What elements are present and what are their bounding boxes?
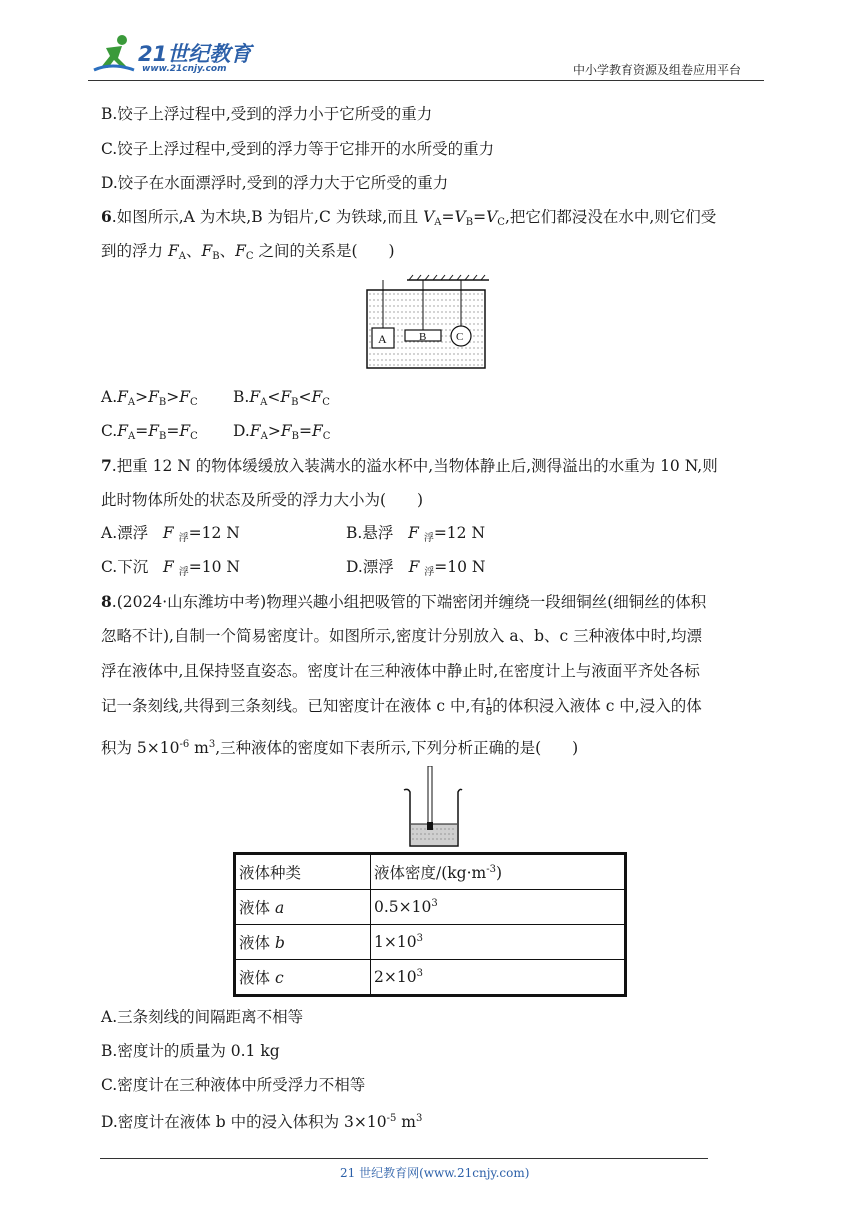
table-header-row (235, 854, 626, 890)
q7-option-c: C.下沉 F $_浮$=10 N (101, 558, 240, 578)
logo-url: www.21cnjy.com (142, 64, 227, 74)
q6-line-1: 6.如图所示,A 为木块,B 为铝片,C 为铁球,而且 $V_A=V_B=V_C$,把它们都浸没在水中,则它们受 (101, 207, 717, 228)
q7-option-b: B.悬浮 F $_浮$=12 N (346, 524, 486, 544)
q6-option-b: $B.F_A<F_B<F_C$ (233, 388, 330, 408)
q8-line-4: 记一条刻线,共得到三条刻线。已知密度计在液体 c 中,有 $\frac{1}{8}$ 的体积浸入液体 c 中,浸入的体 (101, 696, 702, 718)
q8-option-c: C.密度计在三种液体中所受浮力不相等 (101, 1076, 366, 1094)
q5-option-d: D.饺子在水面漂浮时,受到的浮力大于它所受的重力 (101, 174, 449, 192)
block-a-label: A (378, 332, 387, 346)
ball-c-label: C (456, 331, 464, 343)
q8-line-2: 忽略不计),自制一个简易密度计。如图所示,密度计分别放入 a、b、c 三种液体中时,均漂 (101, 627, 703, 645)
q7-option-a: A.漂浮 F $_浮$=12 N (101, 524, 240, 544)
plate-b-label: B (419, 331, 427, 343)
beaker-figure (400, 766, 464, 850)
q8-line-1: 8.(2024·山东潍坊中考)物理兴趣小组把吸管的下端密闭并缠绕一段细铜丝(细铜丝的体积 (101, 592, 707, 611)
q5-option-b: B.饺子上浮过程中,受到的浮力小于它所受的重力 (101, 105, 433, 123)
table-row: 液体 b $1\times 10^3$ (235, 925, 626, 960)
q6-line-2: 到的浮力 $F_A$、$F_B$、$F_C$ 之间的关系是( ) (101, 242, 395, 262)
q7-line-1: 7.把重 12 N 的物体缓缓放入装满水的溢水杯中,当物体静止后,测得溢出的水重为 10 N,则 (101, 456, 718, 475)
header-liquid-type: 液体种类 (235, 854, 371, 890)
footer-link[interactable]: 21 世纪教育网(www.21cnjy.com) (340, 1166, 530, 1180)
q8-line-3: 浮在液体中,且保持竖直姿态。密度计在三种液体中静止时,在密度计上与液面平齐处各标 (101, 662, 700, 680)
platform-name: 中小学教育资源及组卷应用平台 (573, 63, 742, 77)
q8-option-a: A.三条刻线的间隔距离不相等 (101, 1008, 304, 1026)
table-row: 液体 c $2\times 10^3$ (235, 960, 626, 996)
q6-figure (365, 274, 495, 374)
header-rule (88, 80, 764, 81)
q8-line-5: 积为 $5\times 10^{-6}$ $m^3$,三种液体的密度如下表所示,下列分析正确的是( ) (101, 739, 579, 757)
logo-text: 21世纪教育 (138, 42, 252, 66)
header-density: 液体密度$/(kg\cdot m^{-3})$ (371, 854, 626, 890)
q8-number: 8 (101, 592, 112, 611)
q7-option-d: D.漂浮 F $_浮$=10 N (346, 558, 486, 578)
density-table (233, 852, 627, 997)
q6-option-d: $D.F_A>F_B=F_C$ (233, 422, 331, 442)
q5-option-c: C.饺子上浮过程中,受到的浮力等于它排开的水所受的重力 (101, 140, 495, 158)
q8-option-d: D.密度计在液体 b 中的浸入体积为 $3\times 10^{-5}$ $m^3$ (101, 1113, 423, 1131)
q8-option-b: B.密度计的质量为 0.1 kg (101, 1042, 280, 1060)
q6-number: 6 (101, 207, 112, 226)
fraction-one-eighth: $\frac{1}{8}$ (485, 696, 493, 718)
q6-option-c: $C.F_A=F_B=F_C$ (101, 422, 198, 442)
table-row: 液体 a $0.5\times 10^3$ (235, 890, 626, 925)
q7-line-2: 此时物体所处的状态及所受的浮力大小为( ) (101, 491, 424, 509)
q6-option-a: $A.F_A>F_B>F_C$ (101, 388, 198, 408)
runner-logo-icon (92, 32, 136, 76)
footer-rule (100, 1158, 708, 1159)
q7-number: 7 (101, 456, 112, 475)
logo (92, 32, 262, 78)
